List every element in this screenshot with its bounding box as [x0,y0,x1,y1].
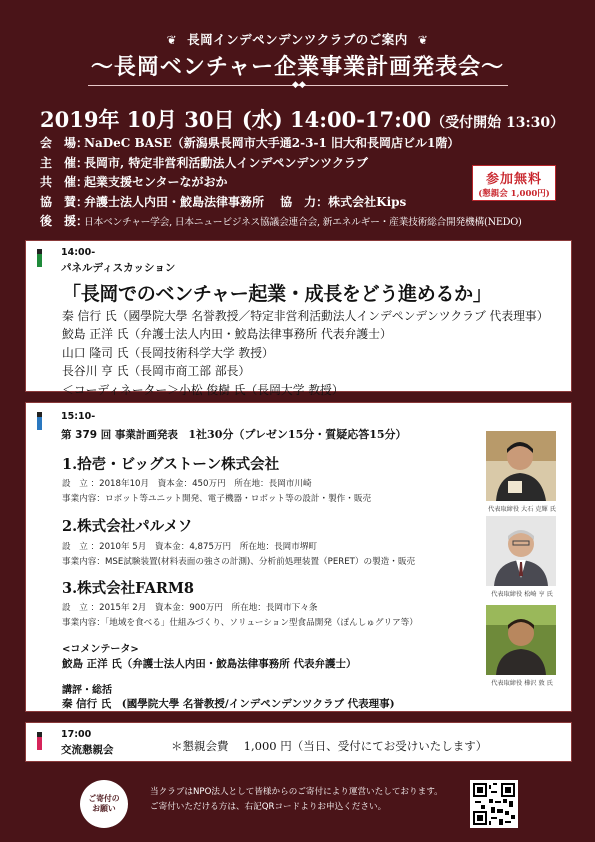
company-basic: 設 立 ：2018年10月 資本金：450万円 所在地：長岡市川崎 [62,479,312,489]
info-row [40,154,522,174]
reception-time: （受付開始 13:30） [431,115,565,131]
ornament-left-icon: ❦ [166,33,178,47]
event-date [40,104,564,134]
section-label [61,426,407,442]
commentator-label: <コメンテータ> [62,644,139,655]
qr-code-icon[interactable] [470,780,518,828]
info-label: 後 援： [40,214,89,228]
company-basic: 設 立 ：2010年 5月 資本金：4,875万円 所在地：長岡市堺町 [62,542,318,552]
donate-line: ご寄付の [88,794,120,803]
time-marker-icon [37,249,42,267]
donation-badge [80,780,128,828]
reviewer-name: 秦 信行 氏 (國學院大學 名誉教授/インデペンデンツクラブ 代表理事) [62,698,395,710]
info-value: NaDeC BASE（新潟県長岡市大手通2-3-1 旧大和長岡店ビル1階） [84,136,460,150]
info-label: 主 催： [40,155,89,170]
representative-photo [486,605,556,675]
photo-caption: 代表取締役 樺沢 敦 氏 [491,680,553,687]
panel-coordinator: ＜コーディネーター＞小松 俊樹 氏（長岡大学 教授） [62,382,344,397]
club-subtitle [0,30,595,48]
info-row [40,193,522,213]
company-business: 事業内容：「地域を食べる」仕組みづくり、ソリューション型食品開発（ぽんしゅグリア等） [62,618,418,628]
time-marker-icon [37,732,42,750]
free-label: 参加無料 [485,172,542,187]
donate-line: お願い [92,804,116,813]
info-label: 会 場： [40,136,89,150]
panel-member: 長谷川 亨 氏（長岡市商工部 部長） [62,364,251,379]
donation-line: ご寄付いただける方は、右記QRコードよりお申込ください。 [150,802,387,812]
business-plan-section [25,402,572,712]
company-business: 事業内容：ロボット等ユニット開発、電子機器・ロボット等の設計・製作・販売 [62,494,372,504]
panel-title: 「長岡でのベンチャー起業・成長をどう進めるか」 [62,283,492,305]
photo-caption: 代表取締役 松崎 亨 氏 [491,591,553,598]
info-label: 共 催： [40,175,89,189]
section-time: 17:00 [61,729,92,740]
panel-member: 秦 信行 氏（國學院大學 名誉教授／特定非営利活動法人インデペンデンツクラブ 代表理事） [62,309,549,323]
info-value: 起業支援センターながおか [84,175,228,189]
event-header [0,0,595,238]
plan-format: 1社30分（プレゼン15分・質疑応答15分） [188,428,407,441]
divider-ornament-icon: ◆◆ [292,80,306,90]
time-marker-icon [37,412,42,430]
photo-caption: 代表取締役 大石 克輝 氏 [488,506,556,513]
section-time: 15:10- [61,411,96,422]
plan-round-label: 第 379 回 事業計画発表 [61,429,178,441]
free-note: (懇親会 1,000円) [478,189,550,199]
info-value: 日本ベンチャー学会, 日本ニュービジネス協議会連合会, 新エネルギー・産業技術総合開発機構(NEDO) [84,217,522,228]
networking-fee: ＊懇親会費 1,000 円（当日、受付にてお受けいたします） [171,739,488,753]
company-basic: 設 立 ：2015年 2月 資本金：900万円 所在地：長岡市下々条 [62,603,318,613]
donation-footer [0,768,595,842]
donation-text [150,785,443,815]
section-time: 14:00- [61,247,96,258]
company-business: 事業内容：MSE試験装置(材料表面の強さの計測)、分析前処理装置（PERET）の製造・販売 [62,557,416,567]
section-label: パネルディスカッション [61,262,176,274]
info-value: 弁護士法人内田・鮫島法律事務所 協 力：株式会社Kips [84,194,407,209]
panel-members [62,307,549,399]
free-admission-badge [472,165,556,201]
ornament-right-icon: ❦ [417,33,429,47]
date-main: 2019年 10月 30日 (水) 14:00-17:00 [40,107,432,132]
title-divider [88,80,508,90]
review-label: 講評・総括 [62,685,112,696]
info-row [40,173,522,193]
commentator-name: 鮫島 正洋 氏（弁護士法人内田・鮫島法律事務所 代表弁護士） [62,658,357,670]
info-row [40,212,522,232]
subtitle-text: 長岡インデペンデンツクラブのご案内 [187,32,408,47]
panel-discussion-section [25,240,572,397]
panel-member: 山口 隆司 氏（長岡技術科学大学 教授） [62,345,274,360]
company-name: 1.拾壱・ビッグストーン株式会社 [62,456,280,473]
donation-line: 当クラブはNPO法人として皆様からのご寄付により運営いたしております。 [150,787,443,797]
networking-section [25,722,572,762]
panel-member: 鮫島 正洋 氏（弁護士法人内田・鮫島法律事務所 代表弁護士） [62,327,392,342]
company-name: 2.株式会社パルメソ [62,518,193,535]
info-row [40,134,522,154]
info-value: 長岡市, 特定非営利活動法人インデペンデンツクラブ [84,155,368,170]
event-title: ～長岡ベンチャー企業事業計画発表会～ [90,54,505,80]
info-label: 協 賛： [40,194,89,209]
event-info-list [40,134,522,232]
representative-photo [486,431,556,501]
representative-photo [486,516,556,586]
section-label: 交流懇親会 [61,744,114,756]
company-name: 3.株式会社FARM8 [62,580,195,597]
